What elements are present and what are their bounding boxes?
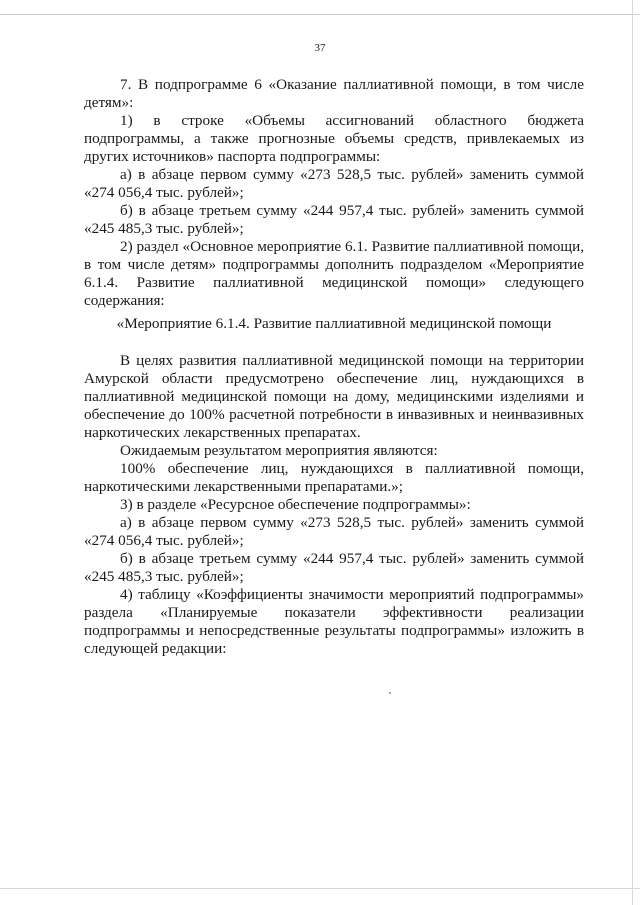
scan-speck	[389, 692, 391, 694]
page-number: 37	[314, 42, 326, 54]
paragraph: В целях развития паллиативной медицинской помощи на территории Амурской области предусмотрено обеспечение лиц, нуждающихся в паллиативной медицинской помощи на дому, медицинскими изделиями и обеспечение до 100% расчетной потребности в инвазивных и неинвазивных наркотических лекарственных препаратах.	[84, 352, 584, 441]
subsection-heading: «Мероприятие 6.1.4. Развитие паллиативной медицинской помощи	[116, 315, 552, 332]
paragraph: 100% обеспечение лиц, нуждающихся в паллиативной помощи, наркотическими лекарственными препаратами.»;	[84, 460, 584, 495]
paragraph: 2) раздел «Основное мероприятие 6.1. Развитие паллиативной помощи, в том числе детям» подпрограммы дополнить подразделом «Мероприятие 6.1.4. Развитие паллиативной медицинской помощи» следующего содержания:	[84, 238, 584, 309]
subsection-heading-block	[84, 315, 584, 333]
paragraph: 3) в разделе «Ресурсное обеспечение подпрограммы»:	[120, 496, 471, 513]
scan-edge-mark	[632, 0, 633, 905]
scan-edge-mark	[0, 888, 640, 889]
paragraph: а) в абзаце первом сумму «273 528,5 тыс. рублей» заменить суммой «274 056,4 тыс. рублей»;	[84, 514, 584, 549]
amendment-text-block-2	[84, 352, 584, 658]
paragraph: б) в абзаце третьем сумму «244 957,4 тыс. рублей» заменить суммой «245 485,3 тыс. рублей»;	[84, 550, 584, 585]
paragraph: 1) в строке «Объемы ассигнований областного бюджета подпрограммы, а также прогнозные объемы средств, привлекаемых из других источников» паспорта подпрограммы:	[84, 112, 584, 165]
paragraph: а) в абзаце первом сумму «273 528,5 тыс. рублей» заменить суммой «274 056,4 тыс. рублей»;	[84, 166, 584, 201]
paragraph: 4) таблицу «Коэффициенты значимости мероприятий подпрограммы» раздела «Планируемые показатели эффективности реализации подпрограммы и непосредственные результаты подпрограммы» изложить в следующей редакции:	[84, 586, 584, 657]
paragraph: б) в абзаце третьем сумму «244 957,4 тыс. рублей» заменить суммой «245 485,3 тыс. рублей»;	[84, 202, 584, 237]
scan-edge-mark	[0, 14, 640, 15]
amendment-text-block-1	[84, 76, 584, 310]
paragraph: 7. В подпрограмме 6 «Оказание паллиативной помощи, в том числе детям»:	[84, 76, 584, 111]
paragraph: Ожидаемым результатом мероприятия являются:	[120, 442, 438, 459]
